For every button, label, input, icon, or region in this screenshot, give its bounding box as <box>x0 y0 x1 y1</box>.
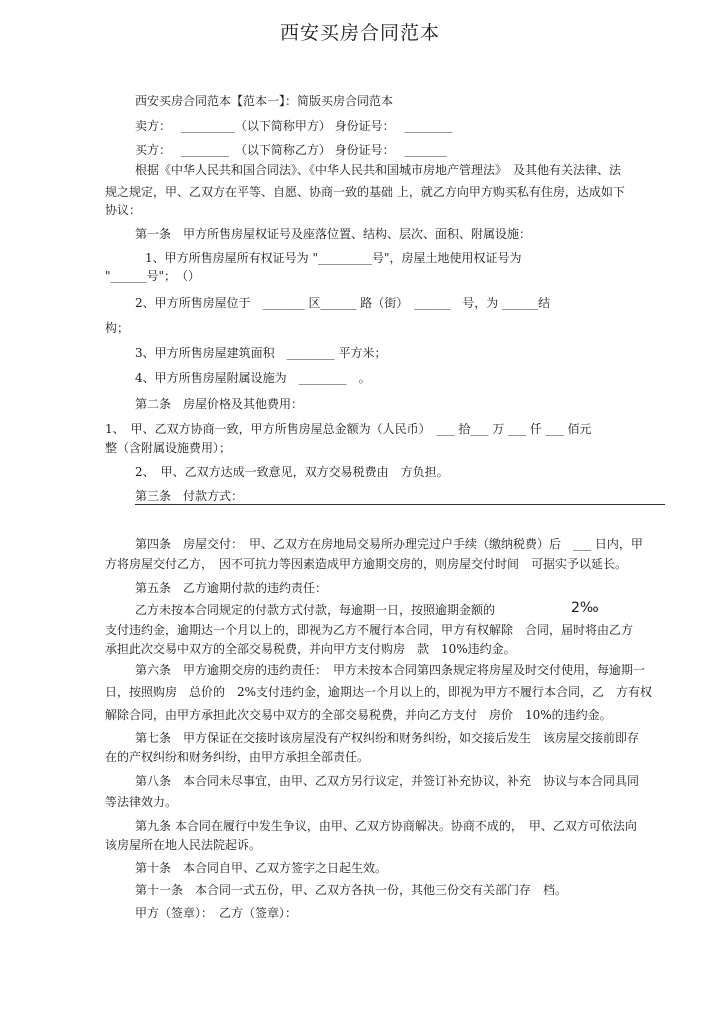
article-9-line-2: 该房屋所在地人民法院起诉。 <box>105 838 262 852</box>
article-2-item-1-line-2: 整（含附属设施费用）； <box>105 441 232 455</box>
article-6-line-3: 解除合同，由甲方承担此次交易中双方的全部交易税费，并向乙方支付 房价 10%的违约金。 <box>105 708 612 722</box>
article-2-title: 第二条 房屋价格及其他费用： <box>135 397 304 411</box>
preamble-line-1: 根据《中华人民共和国合同法》、《中华人民共和国城市房地产管理法》 及其他有关法律、法 <box>135 163 622 177</box>
article-8-line-2: 等法律效力。 <box>105 795 178 809</box>
article-2-item-1-line-1: 1、 甲、乙双方协商一致，甲方所售房屋总金额为（人民币） ___ 拾___ 万 ___ 仟 ___ 佰元 <box>105 422 592 436</box>
article-2-item-2: 2、 甲、乙双方达成一致意见，双方交易税费由 方负担。 <box>135 465 449 479</box>
article-1-item-2-line-2: 构； <box>105 321 130 335</box>
article-5-title: 第五条 乙方逾期付款的违约责任： <box>135 581 328 595</box>
article-3-title: 第三条 付款方式： <box>135 489 244 503</box>
buyer-line: 买方： ________ （以下简称乙方） 身份证号： _______ <box>135 143 447 157</box>
subtitle: 西安买房合同范本【范本一】：简版买房合同范本 <box>135 94 394 108</box>
article-5-line-3: 承担此次交易中双方的全部交易税费，并向甲方支付购房 款 10%违约金。 <box>105 642 516 656</box>
article-4-line-2: 方将房屋交付乙方， 因不可抗力等因素造成甲方逾期交房的，则房屋交付时间 可据实予以延长。 <box>105 557 628 571</box>
article-5-line-1: 乙方未按本合同规定的付款方式付款，每逾期一日，按照逾期金额的 <box>135 603 496 617</box>
document-title: 西安买房合同范本 <box>279 22 440 44</box>
article-1-item-3: 3、甲方所售房屋建筑面积 ________ 平方米； <box>135 346 387 360</box>
article-7-line-2: 在的产权纠纷和财务纠纷，由甲方承担全部责任。 <box>105 750 370 764</box>
signature-line: 甲方（签章）： 乙方（签章）： <box>135 906 298 920</box>
preamble-line-3: 协议： <box>105 203 142 217</box>
article-1-item-1-line-2: "______号"； （） <box>105 269 201 283</box>
payment-method-rule <box>135 504 665 505</box>
article-6-line-2: 日，按照购房 总价的 2%支付违约金，逾期达一个月以上的，即视为甲方不履行本合同，乙 方有权 <box>105 685 653 699</box>
article-1-item-1-line-1: 1、甲方所售房屋所有权证号为 "_________号"，房屋土地使用权证号为 <box>145 251 522 265</box>
article-11: 第十一条 本合同一式五份，甲、乙双方各执一份，其他三份交有关部门存 档。 <box>135 883 568 897</box>
article-1-title: 第一条 甲方所售房屋权证号及座落位置、结构、层次、面积、附属设施： <box>135 227 532 241</box>
article-5-line-2: 支付违约金，逾期达一个月以上的，即视为乙方不履行本合同，甲方有权解除 合同，届时将由乙方 <box>105 623 634 637</box>
article-10: 第十条 本合同自甲、乙双方签字之日起生效。 <box>135 861 388 875</box>
article-1-item-2-line-1: 2、甲方所售房屋位于 _______ 区______ 路（街） ______ 号，为 ______结 <box>135 296 551 310</box>
preamble-line-2: 规之规定，甲、乙双方在平等、自愿、协商一致的基础 上，就乙方向甲方购买私有住房，达成如下 <box>105 185 625 199</box>
article-6-line-1: 第六条 甲方逾期交房的违约责任： 甲方未按本合同第四条规定将房屋及时交付使用，每逾期一 <box>135 663 646 677</box>
article-4-line-1: 第四条 房屋交付： 甲、乙双方在房地局交易所办理完过户手续（缴纳税费）后 ___ 日内，甲 <box>135 537 643 551</box>
article-5-rate: 2‰ <box>571 600 599 616</box>
article-8-line-1: 第八条 本合同未尽事宜，由甲、乙双方另行议定，并签订补充协议，补充 协议与本合同具同 <box>135 774 640 788</box>
seller-line: 卖方： _________（以下简称甲方） 身份证号： ________ <box>135 119 453 133</box>
article-7-line-1: 第七条 甲方保证在交接时该房屋没有产权纠纷和财务纠纷，如交接后发生 该房屋交接前即存 <box>135 731 640 745</box>
article-1-item-4: 4、甲方所售房屋附属设施为 ________ 。 <box>135 371 371 385</box>
article-9-line-1: 第九条 本合同在履行中发生争议，由甲、乙双方协商解决。协商不成的， 甲、乙双方可依法向 <box>135 819 637 833</box>
